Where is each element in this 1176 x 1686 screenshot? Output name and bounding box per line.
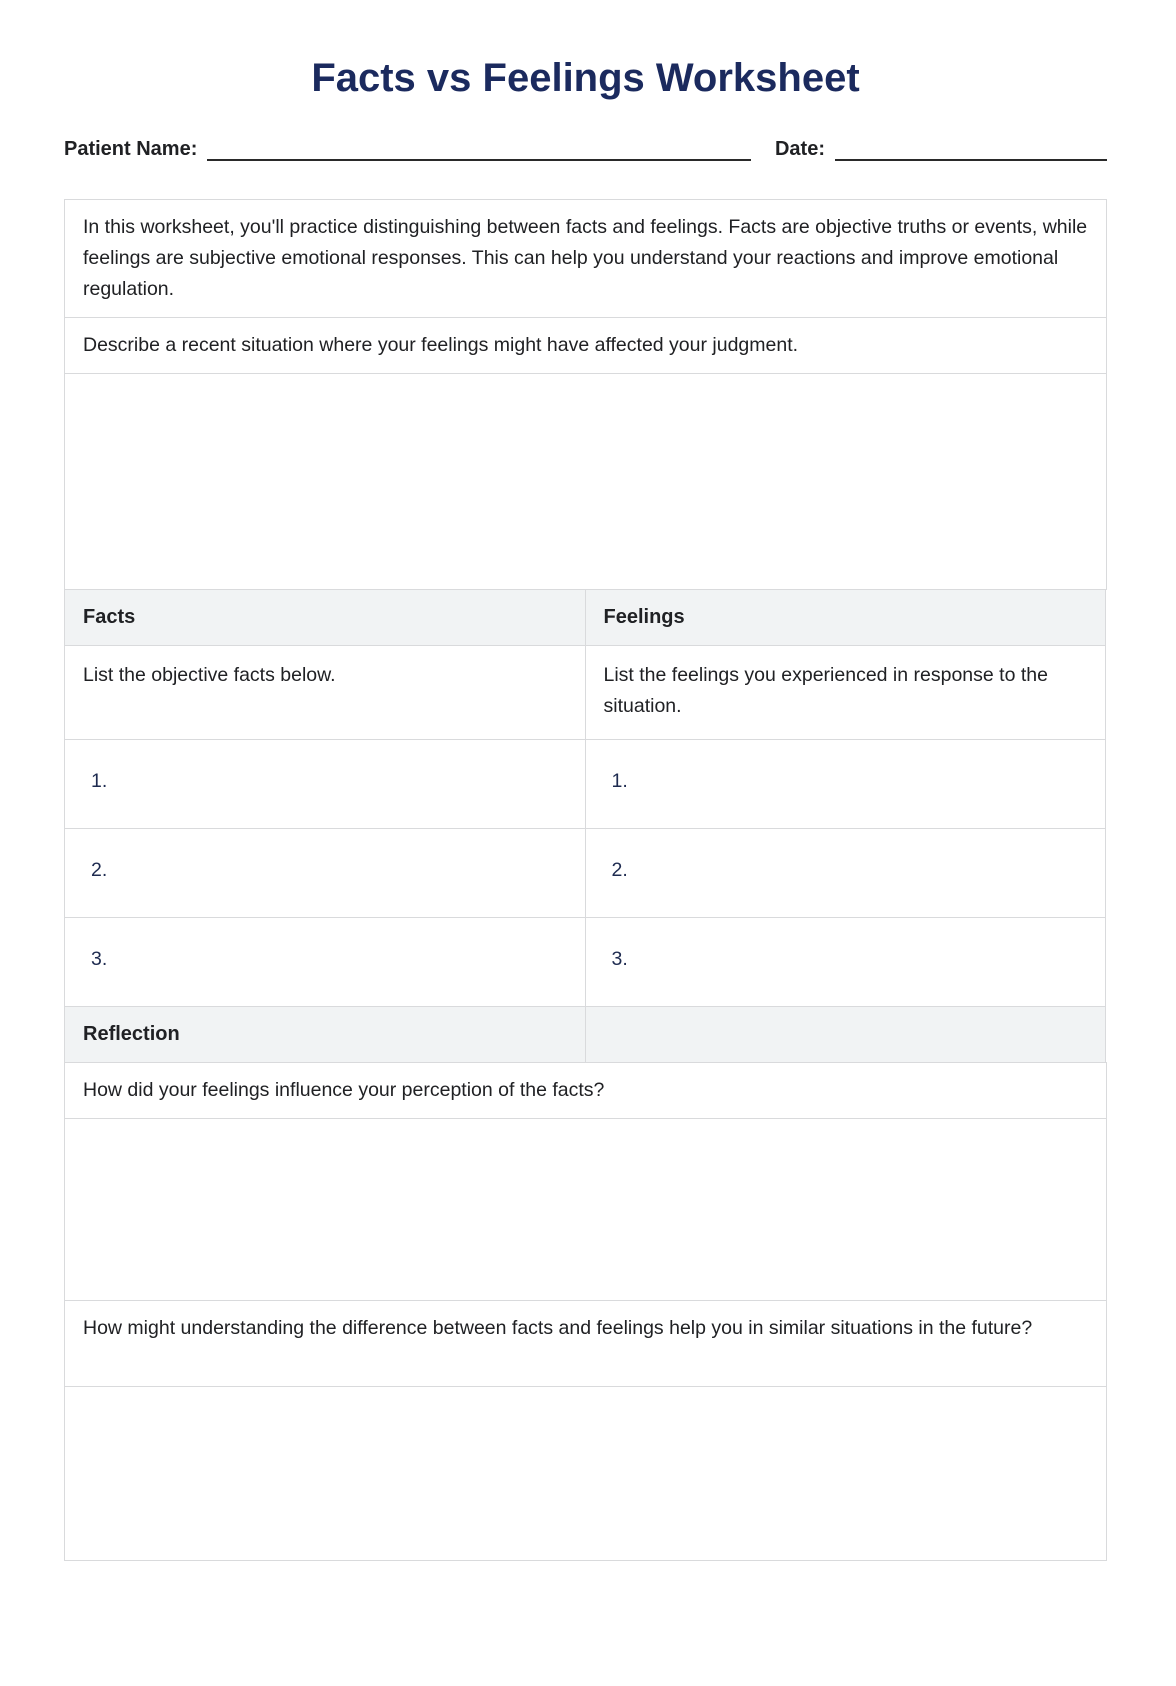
facts-item-1 (64, 739, 586, 829)
reflection-question-2-text: How might understanding the difference between facts and feelings help you in similar situations in the future? (64, 1300, 1107, 1387)
facts-item-3-number: 3. (91, 948, 108, 970)
feelings-item-1-number: 1. (611, 770, 628, 792)
reflection-question-2-row (64, 1300, 1107, 1387)
situation-prompt-row (64, 317, 1107, 374)
facts-item-1-number: 1. (91, 770, 108, 792)
intro-row (64, 199, 1107, 318)
intro-text: In this worksheet, you'll practice distinguishing between facts and feelings. Facts are objective truths or events, while feelings are subjective emotional responses. This can help you understand your reactions and improve emotional regulation. (64, 199, 1107, 318)
feelings-item-1 (585, 739, 1107, 829)
reflection-answer-1-row (64, 1118, 1107, 1301)
page-title: Facts vs Feelings Worksheet (311, 56, 860, 100)
reflection-question-1-row (64, 1062, 1107, 1119)
reflection-header: Reflection (64, 1006, 586, 1063)
item-row-2 (64, 828, 1107, 918)
patient-name-label: Patient Name: (64, 138, 198, 160)
reflection-answer-2-row (64, 1386, 1107, 1561)
date-label: Date: (774, 138, 825, 160)
column-prompt-row (64, 645, 1107, 740)
item-row-1 (64, 739, 1107, 829)
worksheet-table (64, 199, 1107, 1561)
reflection-answer-2-box (64, 1386, 1107, 1561)
patient-date-row (64, 135, 1107, 161)
worksheet-page (0, 56, 1176, 1686)
reflection-header-row (64, 1006, 1107, 1063)
feelings-column-header: Feelings (585, 589, 1107, 646)
situation-answer-box (64, 373, 1107, 590)
date-blank-line (835, 135, 1107, 161)
facts-prompt-text: List the objective facts below. (64, 645, 586, 740)
situation-prompt-text: Describe a recent situation where your feelings might have affected your judgment. (64, 317, 1107, 374)
facts-item-3 (64, 917, 586, 1007)
facts-column-header: Facts (64, 589, 586, 646)
item-row-3 (64, 917, 1107, 1007)
feelings-prompt-text: List the feelings you experienced in response to the situation. (585, 645, 1107, 740)
reflection-header-spacer (585, 1006, 1107, 1063)
patient-name-blank-line (207, 135, 751, 161)
feelings-item-3-number: 3. (611, 948, 628, 970)
feelings-item-2-number: 2. (611, 859, 628, 881)
column-header-row (64, 589, 1107, 646)
facts-item-2 (64, 828, 586, 918)
feelings-item-2 (585, 828, 1107, 918)
reflection-question-1-text: How did your feelings influence your perception of the facts? (64, 1062, 1107, 1119)
facts-item-2-number: 2. (91, 859, 108, 881)
feelings-item-3 (585, 917, 1107, 1007)
reflection-answer-1-box (64, 1118, 1107, 1301)
situation-answer-row (64, 373, 1107, 590)
